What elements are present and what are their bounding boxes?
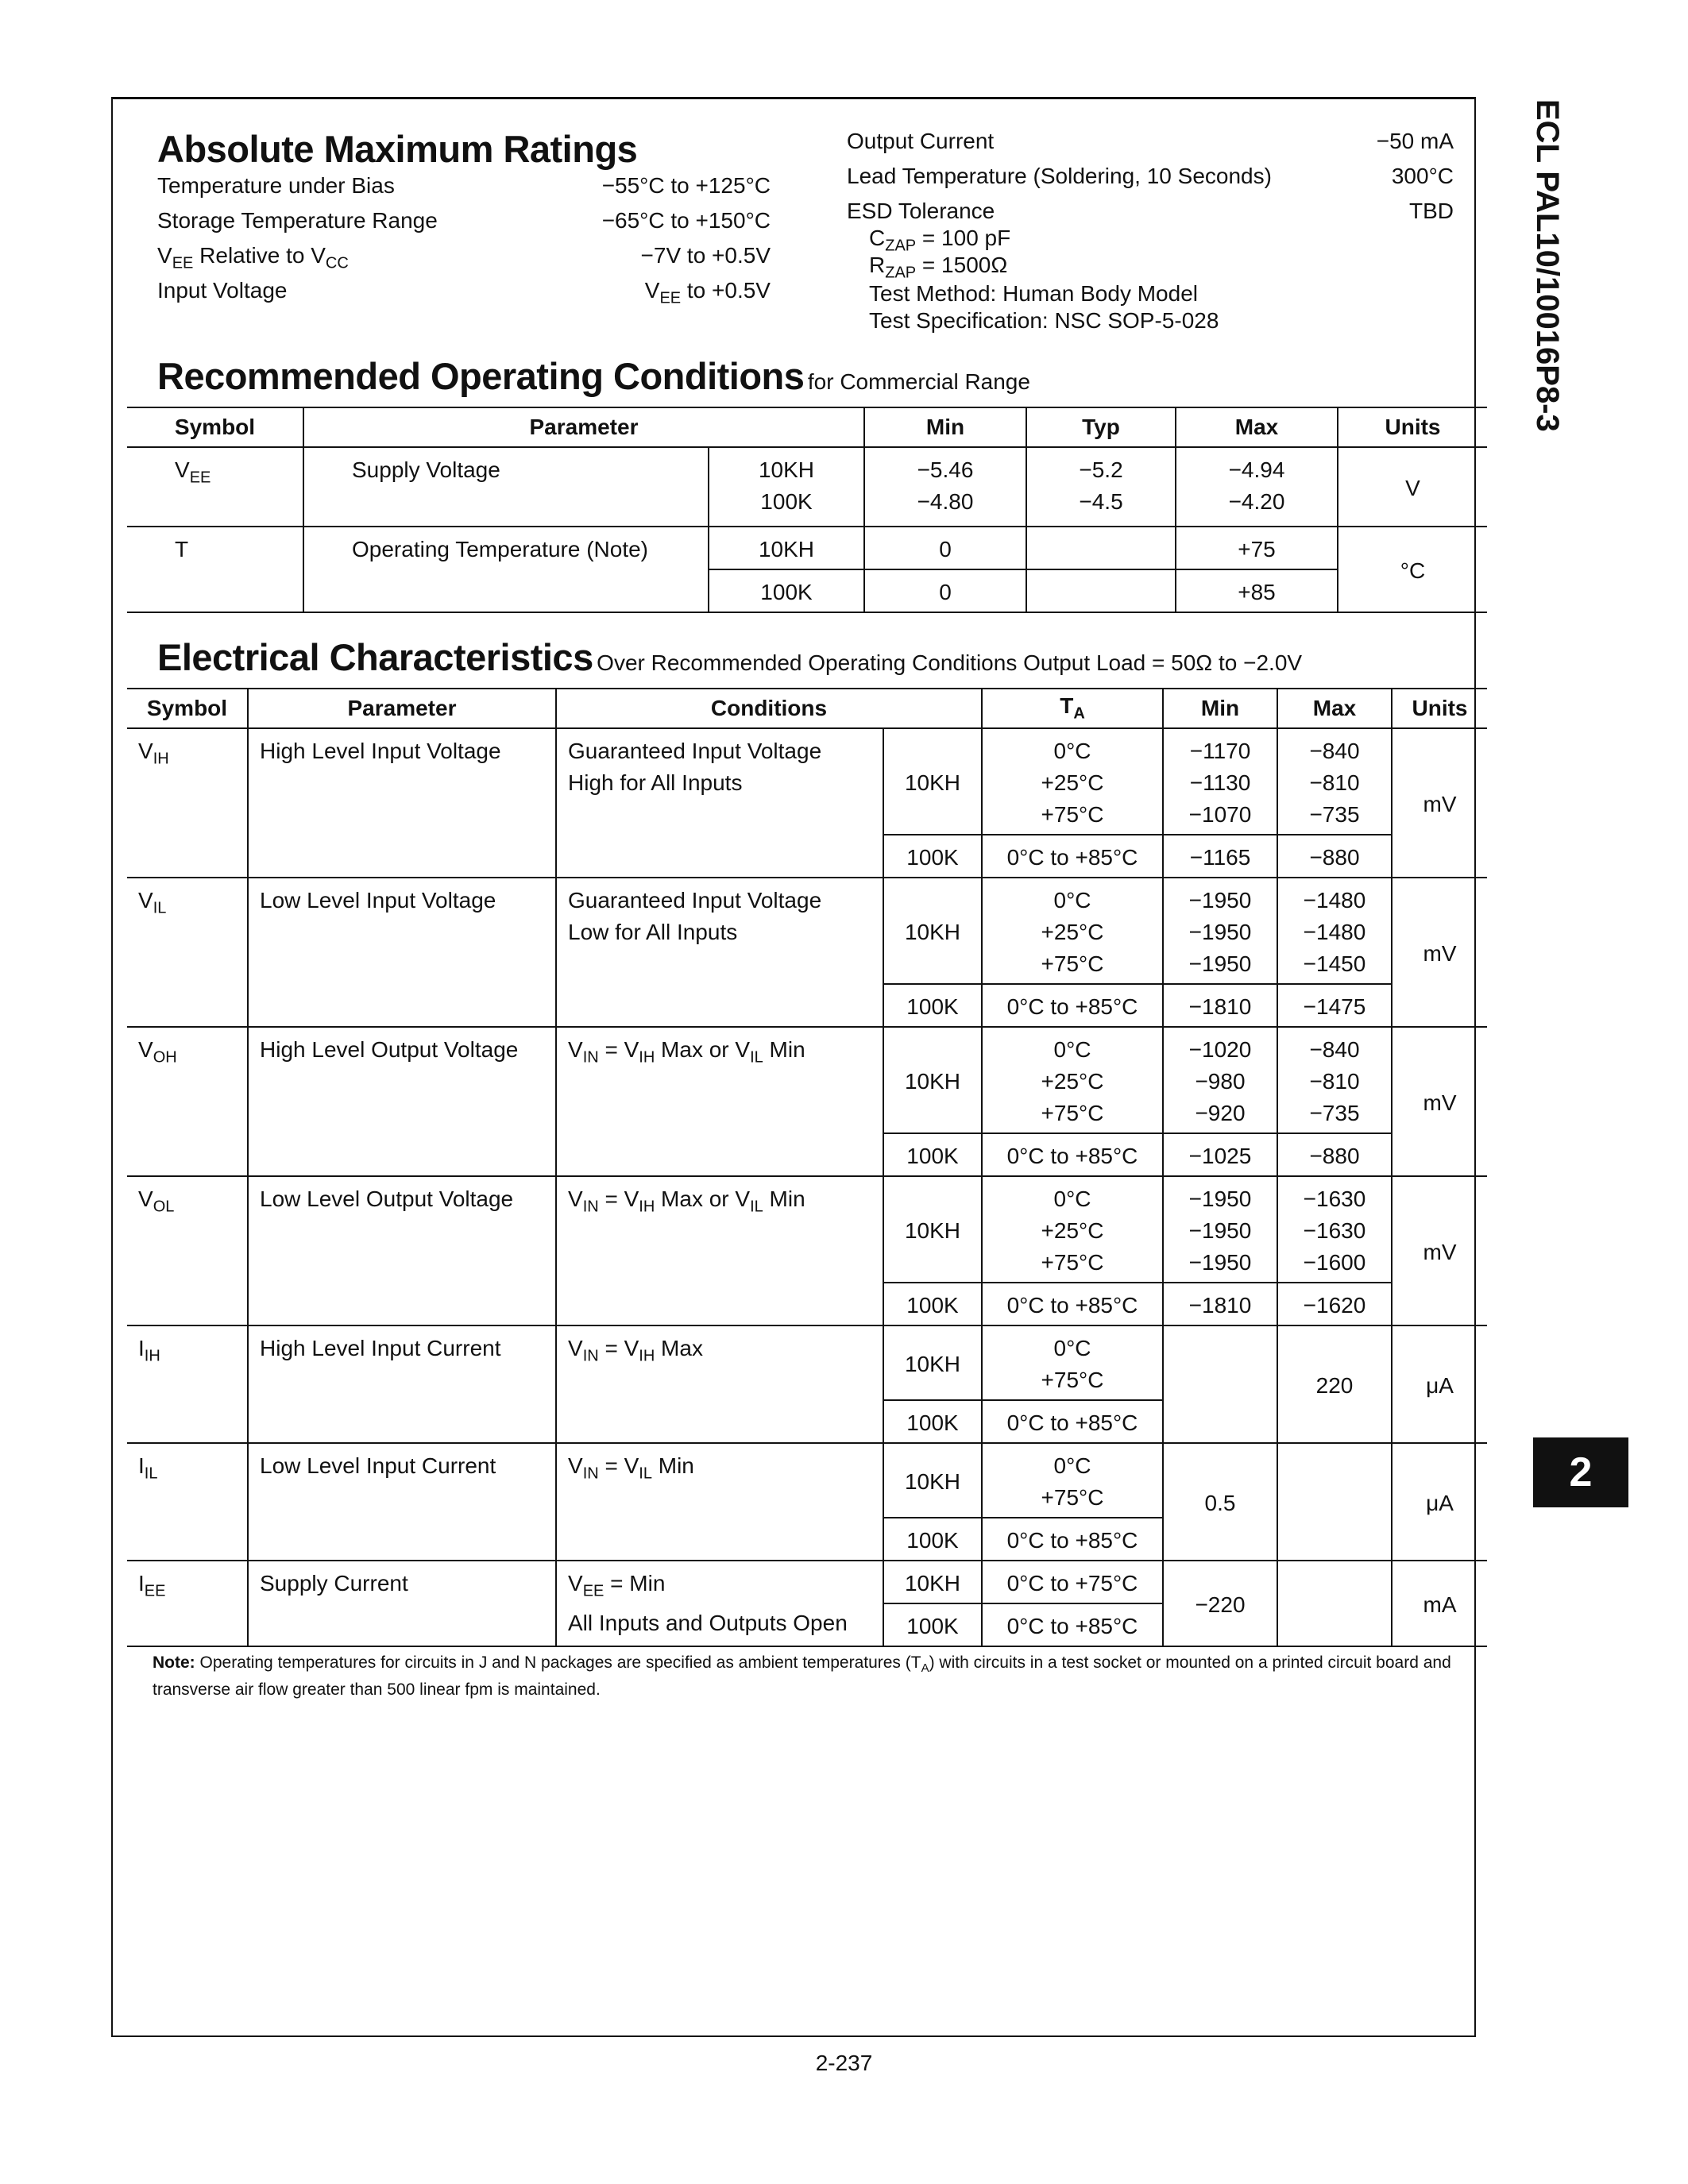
roc-heading: Recommended Operating Conditions for Commercial Range <box>157 355 1030 397</box>
max: +85 <box>1176 569 1338 612</box>
roc-header-symbol: Symbol <box>127 407 303 447</box>
side-title: ECL PAL10/10016P8-3 <box>1530 99 1565 432</box>
device: 100K <box>883 1518 982 1561</box>
amr-value: −50 mA <box>1376 129 1454 153</box>
ec-row-iih-10kh <box>127 1325 1487 1400</box>
ec-row-vih-10kh <box>127 728 1487 835</box>
min: −220 <box>1163 1561 1277 1646</box>
device: 100K <box>883 835 982 878</box>
roc-header-row <box>127 407 1487 447</box>
min: −1950 −1950 −1950 <box>1163 878 1277 984</box>
roc-header-parameter: Parameter <box>303 407 864 447</box>
min-empty <box>1163 1325 1277 1443</box>
units: mV <box>1392 1176 1487 1325</box>
conditions: $V_{IN} = V_{IL}$ Min <box>556 1443 883 1561</box>
device: 10KH <box>883 1027 982 1133</box>
max: −4.94 −4.20 <box>1176 447 1338 527</box>
amr-value: −7V to +0.5V <box>640 243 771 268</box>
roc-header-max: Max <box>1176 407 1338 447</box>
esd-rzap: $R_{ZAP} = 1500\Omega$ <box>869 253 1008 282</box>
ta: 0°C to +75°C <box>982 1561 1163 1603</box>
parameter: Low Level Input Current <box>248 1443 556 1561</box>
page-number: 2-237 <box>815 2051 873 2075</box>
parameter: Low Level Output Voltage <box>248 1176 556 1325</box>
symbol: T <box>127 527 303 612</box>
typ-empty <box>1026 527 1176 569</box>
amr-label: Input Voltage <box>157 278 288 303</box>
device: 10KH <box>883 1176 982 1283</box>
roc-header-typ: Typ <box>1026 407 1176 447</box>
symbol: $I_{IL}$ <box>127 1443 248 1561</box>
amr-value: $V_{EE}$ to +0.5V <box>644 278 771 307</box>
min: 0.5 <box>1163 1443 1277 1561</box>
conditions: $V_{IN} = V_{IH}$ Max or $V_{IL}$ Min <box>556 1176 883 1325</box>
amr-value: 300°C <box>1391 164 1454 188</box>
ec-header-units: Units <box>1412 696 1468 720</box>
ec-table <box>127 688 1487 1647</box>
conditions: Guaranteed Input Voltage High for All Inputs <box>556 728 883 878</box>
ta: 0°C to +85°C <box>982 835 1163 878</box>
symbol: $V_{IH}$ <box>127 728 248 878</box>
symbol: $V_{IL}$ <box>127 878 248 1027</box>
min: 0 <box>864 527 1026 569</box>
ta: 0°C +25°C +75°C <box>982 1176 1163 1283</box>
min: −1170 −1130 −1070 <box>1163 728 1277 835</box>
max: −840 −810 −735 <box>1277 728 1392 835</box>
ta: 0°C to +85°C <box>982 1400 1163 1443</box>
min: 0 <box>864 569 1026 612</box>
esd-czap: $C_{ZAP} = 100$ pF <box>869 226 1011 255</box>
min: −5.46 −4.80 <box>864 447 1026 527</box>
roc-row-vee <box>127 447 1487 527</box>
roc-header-units: Units <box>1385 415 1441 439</box>
device: 10KH <box>883 1443 982 1518</box>
symbol: $V_{OL}$ <box>127 1176 248 1325</box>
min: −1810 <box>1163 1283 1277 1325</box>
max: −840 −810 −735 <box>1277 1027 1392 1133</box>
parameter: Supply Current <box>248 1561 556 1646</box>
roc-header-min: Min <box>864 407 1026 447</box>
roc-table <box>127 407 1487 613</box>
ec-heading: Electrical Characteristics Over Recommended Operating Conditions Output Load = 50Ω to −2.0V <box>157 636 1303 678</box>
max: −1475 <box>1277 984 1392 1027</box>
max: −880 <box>1277 835 1392 878</box>
units: °C <box>1338 527 1487 612</box>
roc-row-t-10kh <box>127 527 1487 569</box>
device: 100K <box>709 569 864 612</box>
units: mV <box>1392 1027 1487 1176</box>
amr-label: Storage Temperature Range <box>157 208 438 233</box>
typ-empty <box>1026 569 1176 612</box>
ta: 0°C +75°C <box>982 1443 1163 1518</box>
device: 10KH <box>709 527 864 569</box>
parameter: Supply Voltage <box>303 447 709 527</box>
device: 10KH <box>883 728 982 835</box>
units: mA <box>1392 1561 1487 1646</box>
ta: 0°C +25°C +75°C <box>982 878 1163 984</box>
max: 220 <box>1277 1325 1392 1443</box>
ec-header-min: Min <box>1163 689 1277 728</box>
ec-header-max: Max <box>1277 689 1392 728</box>
units: μA <box>1392 1325 1487 1443</box>
device: 10KH <box>883 1325 982 1400</box>
ec-header-symbol: Symbol <box>127 689 248 728</box>
device: 100K <box>883 1400 982 1443</box>
amr-label: ESD Tolerance <box>847 199 995 223</box>
amr-value: TBD <box>1409 199 1454 223</box>
device: 10KH 100K <box>709 447 864 527</box>
ec-row-vol-10kh <box>127 1176 1487 1283</box>
ec-header-parameter: Parameter <box>248 689 556 728</box>
min: −1025 <box>1163 1133 1277 1176</box>
min: −1950 −1950 −1950 <box>1163 1176 1277 1283</box>
parameter: Operating Temperature (Note) <box>303 527 709 612</box>
ta: 0°C +25°C +75°C <box>982 1027 1163 1133</box>
amr-value: −55°C to +125°C <box>601 173 771 198</box>
footnote: Note: Operating temperatures for circuits in J and N packages are specified as ambient temperatures $(T_A)$ with circuits in a test socket or mounted on a printed circuit board and transverse air flow greater than 500 linear fpm is maintained. <box>153 1653 1451 1700</box>
max: −1630 −1630 −1600 <box>1277 1176 1392 1283</box>
conditions: $V_{IN} = V_{IH}$ Max <box>556 1325 883 1443</box>
ec-row-iee-10kh <box>127 1561 1487 1603</box>
device: 10KH <box>883 1561 982 1603</box>
symbol: $I_{IH}$ <box>127 1325 248 1443</box>
esd-spec: Test Specification: NSC SOP-5-028 <box>869 308 1219 333</box>
conditions: $V_{EE}$ = Min All Inputs and Outputs Open <box>556 1561 883 1646</box>
ta: 0°C +25°C +75°C <box>982 728 1163 835</box>
device: 10KH <box>883 878 982 984</box>
ec-header-ta: $T_A$ <box>982 689 1163 728</box>
units: mV <box>1392 728 1487 878</box>
amr-heading: Absolute Maximum Ratings <box>157 128 638 170</box>
amr-value: −65°C to +150°C <box>601 208 771 233</box>
max: −1620 <box>1277 1283 1392 1325</box>
conditions: Guaranteed Input Voltage Low for All Inputs <box>556 878 883 1027</box>
device: 100K <box>883 1603 982 1646</box>
ta: 0°C to +85°C <box>982 1518 1163 1561</box>
ec-header-row <box>127 689 1487 728</box>
device: 100K <box>883 1283 982 1325</box>
max: −1480 −1480 −1450 <box>1277 878 1392 984</box>
symbol: $V_{OH}$ <box>127 1027 248 1176</box>
ec-row-iil-10kh <box>127 1443 1487 1518</box>
ta: 0°C +75°C <box>982 1325 1163 1400</box>
device: 100K <box>883 984 982 1027</box>
parameter: High Level Input Voltage <box>248 728 556 878</box>
amr-label: Temperature under Bias <box>157 173 395 198</box>
ta: 0°C to +85°C <box>982 984 1163 1027</box>
ta: 0°C to +85°C <box>982 1133 1163 1176</box>
units: V <box>1405 476 1420 500</box>
amr-label: Output Current <box>847 129 995 153</box>
max: −880 <box>1277 1133 1392 1176</box>
max-empty <box>1277 1561 1392 1646</box>
parameter: Low Level Input Voltage <box>248 878 556 1027</box>
max: +75 <box>1176 527 1338 569</box>
amr-label: Lead Temperature (Soldering, 10 Seconds) <box>847 164 1272 188</box>
parameter: High Level Output Voltage <box>248 1027 556 1176</box>
ec-row-vil-10kh <box>127 878 1487 984</box>
typ: −5.2 −4.5 <box>1026 447 1176 527</box>
section-tab: 2 <box>1533 1437 1628 1507</box>
esd-method: Test Method: Human Body Model <box>869 281 1198 306</box>
device: 100K <box>883 1133 982 1176</box>
symbol: $I_{EE}$ <box>127 1561 248 1646</box>
ec-row-voh-10kh <box>127 1027 1487 1133</box>
ec-header-conditions: Conditions <box>556 689 982 728</box>
parameter: High Level Input Current <box>248 1325 556 1443</box>
conditions: $V_{IN} = V_{IH}$ Max or $V_{IL}$ Min <box>556 1027 883 1176</box>
min: −1165 <box>1163 835 1277 878</box>
amr-label: $V_{EE}$ Relative to $V_{CC}$ <box>157 243 349 272</box>
min: −1810 <box>1163 984 1277 1027</box>
units: μA <box>1392 1443 1487 1561</box>
ta: 0°C to +85°C <box>982 1283 1163 1325</box>
min: −1020 −980 −920 <box>1163 1027 1277 1133</box>
ta: 0°C to +85°C <box>982 1603 1163 1646</box>
symbol: $V_{EE}$ <box>127 447 303 527</box>
max-empty <box>1277 1443 1392 1561</box>
units: mV <box>1392 878 1487 1027</box>
